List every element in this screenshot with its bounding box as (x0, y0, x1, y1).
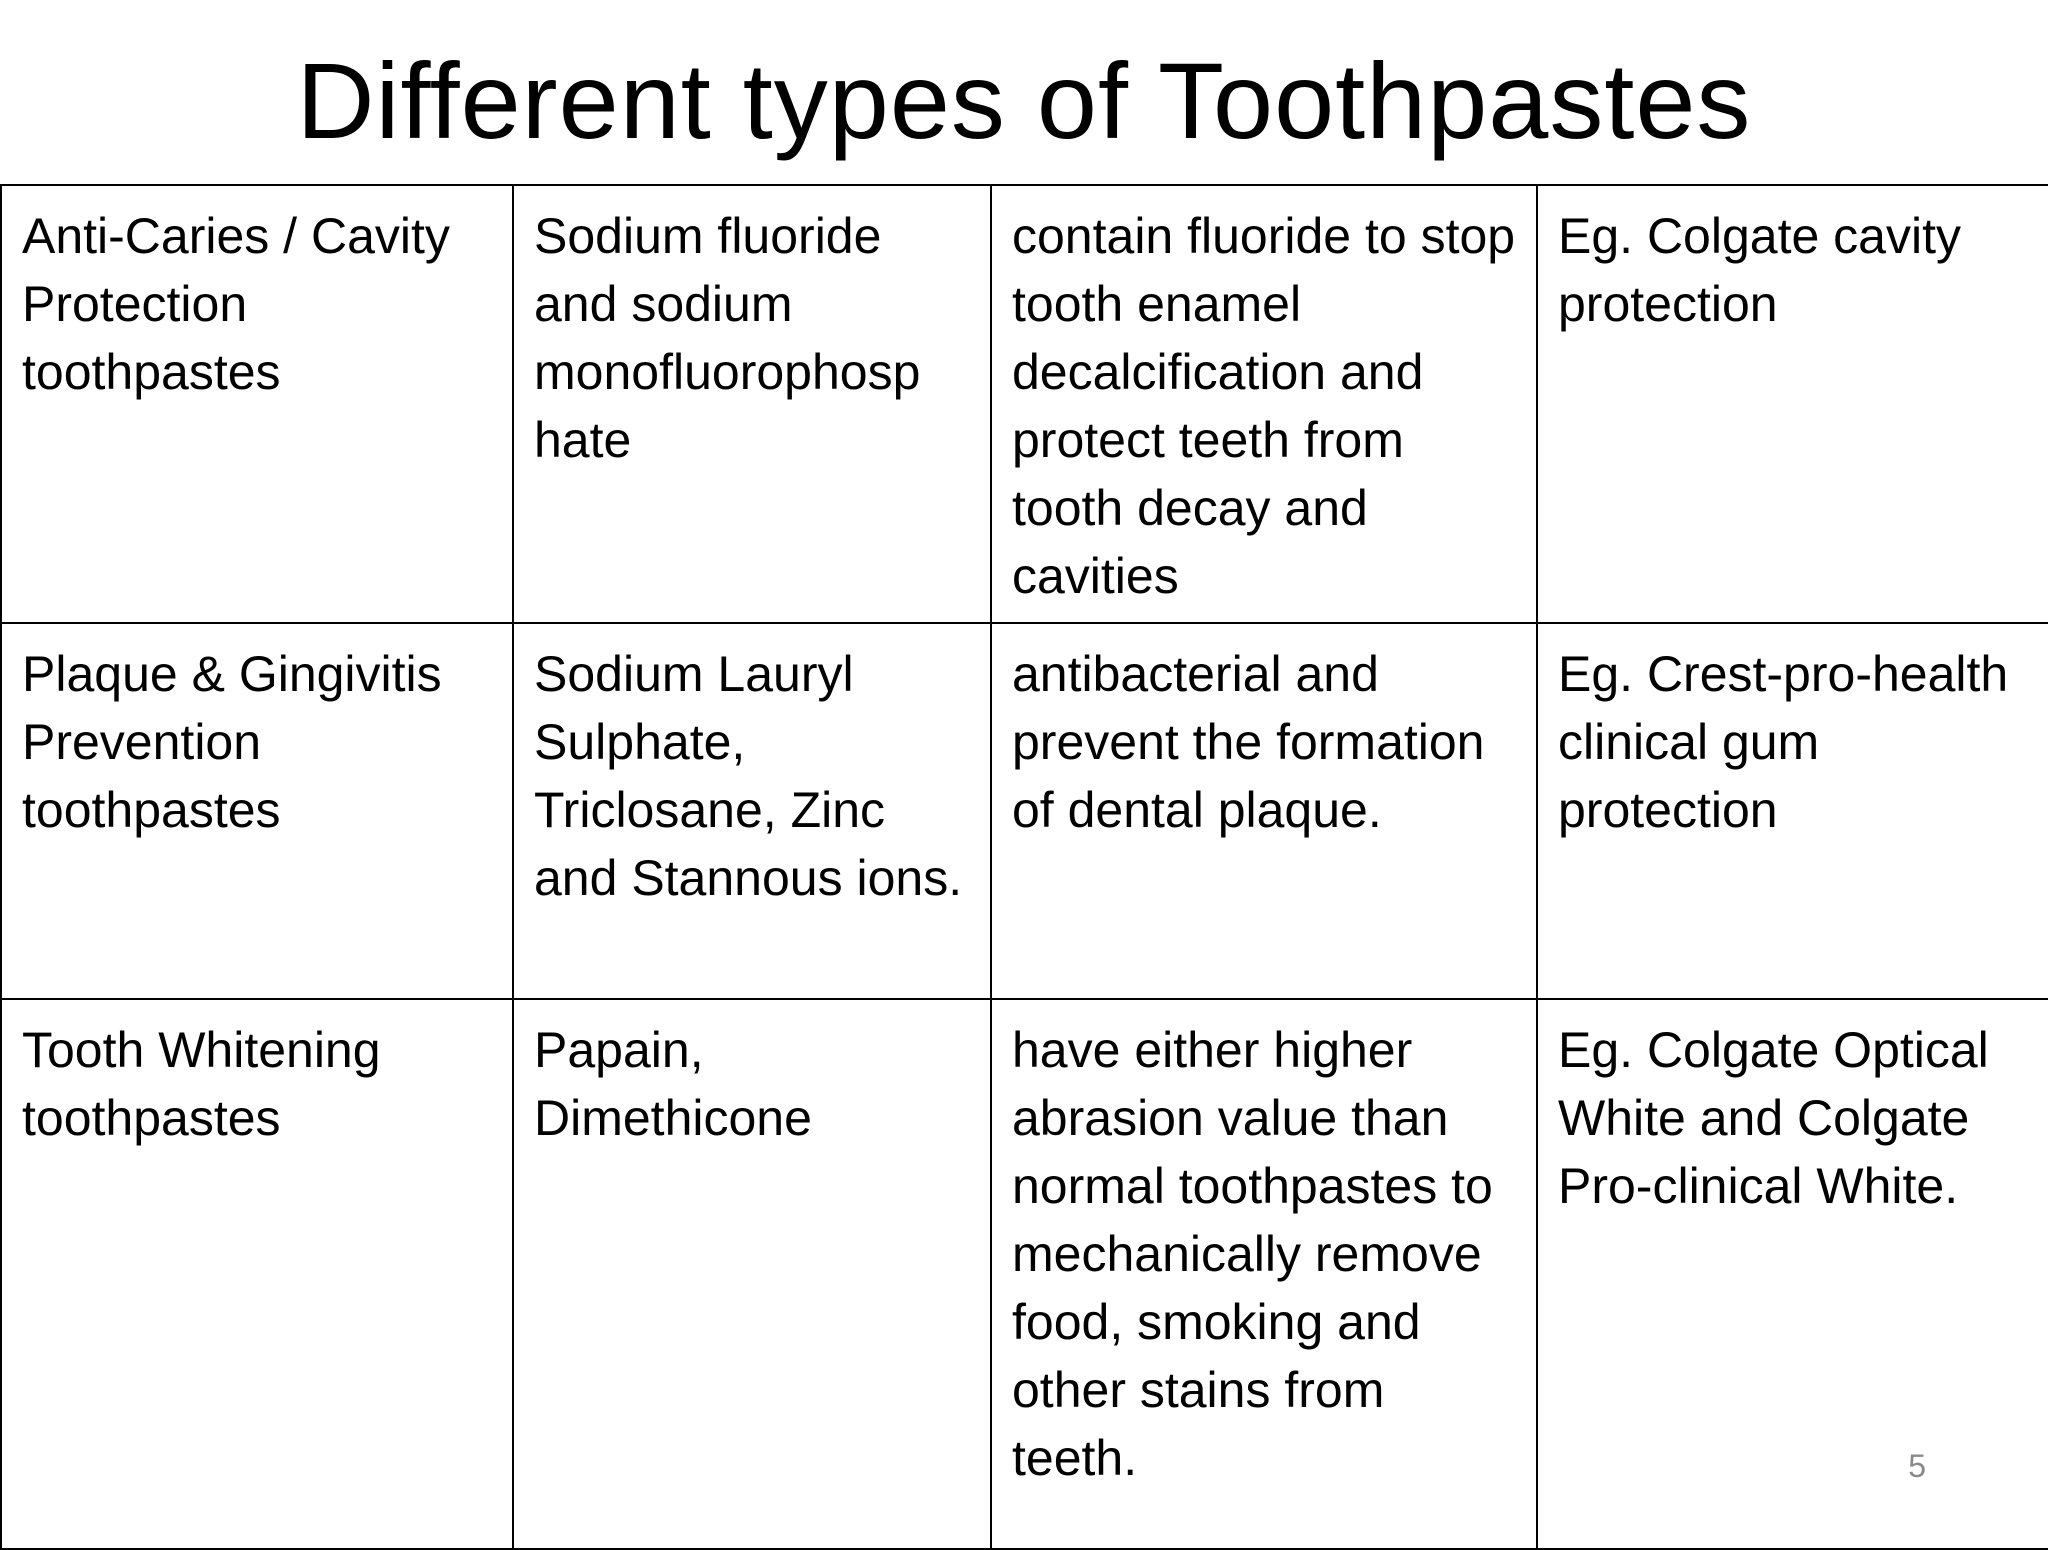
cell-function: contain fluoride to stop tooth enamel decalcification and protect teeth from tooth decay and cavities (991, 185, 1537, 623)
slide-number: 5 (1908, 1448, 1926, 1484)
cell-ingredients: Sodium Lauryl Sulphate, Triclosane, Zinc and Stannous ions. (513, 623, 991, 999)
cell-type: Plaque & Gingivitis Prevention toothpastes (1, 623, 513, 999)
table-row (1, 185, 2048, 623)
cell-ingredients: Papain, Dimethicone (513, 999, 991, 1549)
cell-example: Eg. Colgate cavity protection (1537, 185, 2048, 623)
cell-function: have either higher abrasion value than normal toothpastes to mechanically remove food, smoking and other stains from teeth. (991, 999, 1537, 1549)
cell-example: Eg. Crest-pro-health clinical gum protection (1537, 623, 2048, 999)
cell-ingredients: Sodium fluoride and sodium monofluorophosp hate (513, 185, 991, 623)
slide-title: Different types of Toothpastes (296, 40, 1752, 161)
cell-function: antibacterial and prevent the formation of dental plaque. (991, 623, 1537, 999)
table-row (1, 999, 2048, 1549)
table-row (1, 623, 2048, 999)
cell-type: Tooth Whitening toothpastes (1, 999, 513, 1549)
cell-example: Eg. Colgate Optical White and Colgate Pro-clinical White. (1537, 999, 2048, 1549)
cell-type: Anti-Caries / Cavity Protection toothpastes (1, 185, 513, 623)
toothpaste-types-table (0, 184, 2048, 1550)
